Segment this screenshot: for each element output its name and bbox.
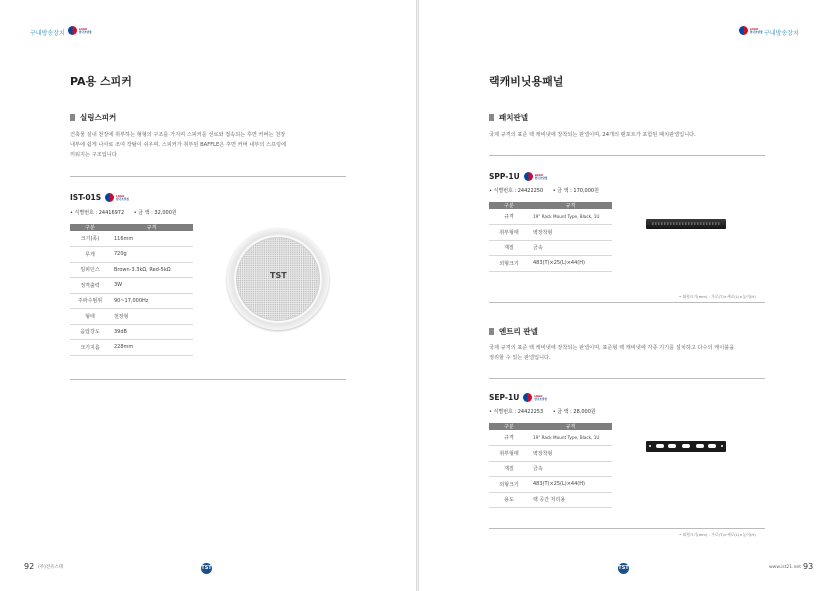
table-header: 규격 [110,224,193,231]
table-header: 구분 [489,423,529,430]
product-meta [489,187,607,194]
procurement-mark: LOGO 한국조달청 [105,193,129,202]
dimension-note: • 외형크기(mm) : 가로(T)×세로(L)×높이(H) [679,532,756,537]
product-name: SEP-1U LOGO 한국조달청 [489,393,547,402]
product-price: • 금 액 : 170,000원 [552,188,599,194]
product-id: • 식별번호 : 24422253 [489,409,544,415]
procurement-mark: LOGO 한국조달청 [739,26,763,35]
table-row: 규격 19" Rack Mount Type, Black, 1U [489,430,612,446]
page-number: 93 [803,562,814,571]
patch-panel-image [646,219,726,229]
table-row: 취부형태 벽장착형 [489,446,612,462]
table-row: 정격출력 3W [70,278,193,294]
section-marker-icon [489,328,494,335]
product-name: SPP-1U LOGO 한국조달청 [489,172,548,181]
table-row: 외형크기 483(T)×25(L)×44(H) [489,256,612,272]
procurement-mark: LOGO 한국조달청 [68,26,92,35]
page-title: PA용 스피커 [70,75,132,88]
spec-table [489,423,612,508]
table-row: 음압강도 39dB [70,324,193,340]
taegeuk-icon [739,26,748,35]
taegeuk-icon [523,393,532,402]
spec-table [489,202,612,272]
table-row: 크기(폭) 116mm [70,231,193,247]
procurement-mark: LOGO 한국조달청 [523,393,547,402]
taegeuk-icon [105,193,114,202]
product-id: • 식별번호 : 24422250 [489,188,544,194]
ceiling-speaker-image [227,228,329,330]
divider [70,379,346,380]
table-header: 규격 [529,423,612,430]
table-row: 용도 랙 공간 처리용 [489,492,612,508]
header-category: 구내방송장치 [764,30,799,37]
table-row: 규격 19" Rack Mount Type, Black, 1U [489,209,612,225]
divider [489,528,765,529]
footer-logo: TST [618,563,629,574]
table-row: 외형크기 483(T)×25(L)×44(H) [489,477,612,493]
right-page [419,0,835,591]
divider [489,302,765,303]
table-row: 크기지름 228mm [70,340,193,356]
taegeuk-icon [68,26,77,35]
product-meta [70,209,185,216]
section-description: 국제 규격의 표준 랙 캐비넷에 장착되는 판넬이며, 24개의 랜포트가 포함된 패치판넬입니다. [489,132,696,138]
footer-url: www.ist21.net [769,565,801,570]
page-title: 랙캐비닛용패널 [489,75,564,88]
table-row: 취부형태 벽장착형 [489,225,612,241]
section-heading-patch: 패치판넬 [489,112,528,123]
footer-company: (주)진유스테 [38,565,64,570]
procurement-mark: LOGO 한국조달청 [524,172,548,181]
table-header: 규격 [529,202,612,209]
section-heading-entry: 엔트리 판넬 [489,326,538,337]
left-page [0,0,416,591]
table-row: 무게 720g [70,247,193,263]
table-row: 재질 금속 [489,240,612,256]
section-description: 국제 규격의 표준 랙 캐비넷에 장착되는 판넬이며, 표준형 랙 캐비넷에 각종 기기를 설치하고 다수의 케이블을 정리할 수 있는 판넬입니다. [489,345,735,361]
section-marker-icon [489,114,494,121]
product-price: • 금 액 : 28,000원 [552,409,596,415]
dimension-note: • 외형크기(mm) : 가로(T)×세로(L)×높이(H) [679,294,756,299]
product-meta [489,408,604,415]
table-row: 형태 천장형 [70,309,193,325]
header-category: 구내방송장치 [30,30,65,37]
taegeuk-icon [524,172,533,181]
product-name: IST-01S LOGO 한국조달청 [70,193,129,202]
table-header: 구분 [489,202,529,209]
footer-logo: TST [201,563,212,574]
product-price: • 금 액 : 32,000원 [133,210,177,216]
patch-ports [652,222,720,225]
section-marker-icon [70,114,75,121]
entry-panel-image [646,441,726,452]
product-id: • 식별번호 : 24416972 [70,210,125,216]
speaker-logo: TST [270,271,287,280]
table-row: 주파수범위 90~17,000Hz [70,293,193,309]
spec-table [70,224,193,356]
table-row: 임피던스 Brown-3.3kΩ, Red-5kΩ [70,262,193,278]
divider [70,176,346,177]
section-description: 건축물 실내 천장에 취부하는 형형의 구조를 가지며 스피커를 선로와 접속되는 후면 커버는 천장 내부에 쉽게 나사로 조여 작탈이 쉬우며, 스피커가 취부된 BAFFLE은 후면 커버 내부의 스프링에 끼워지는 구조입니다 [70,132,287,158]
section-heading: 실링스피커 [70,112,116,123]
divider [489,155,765,156]
table-header: 구분 [70,224,110,231]
table-row: 재질 금속 [489,461,612,477]
page-number: 92 [24,562,35,571]
divider [489,378,765,379]
